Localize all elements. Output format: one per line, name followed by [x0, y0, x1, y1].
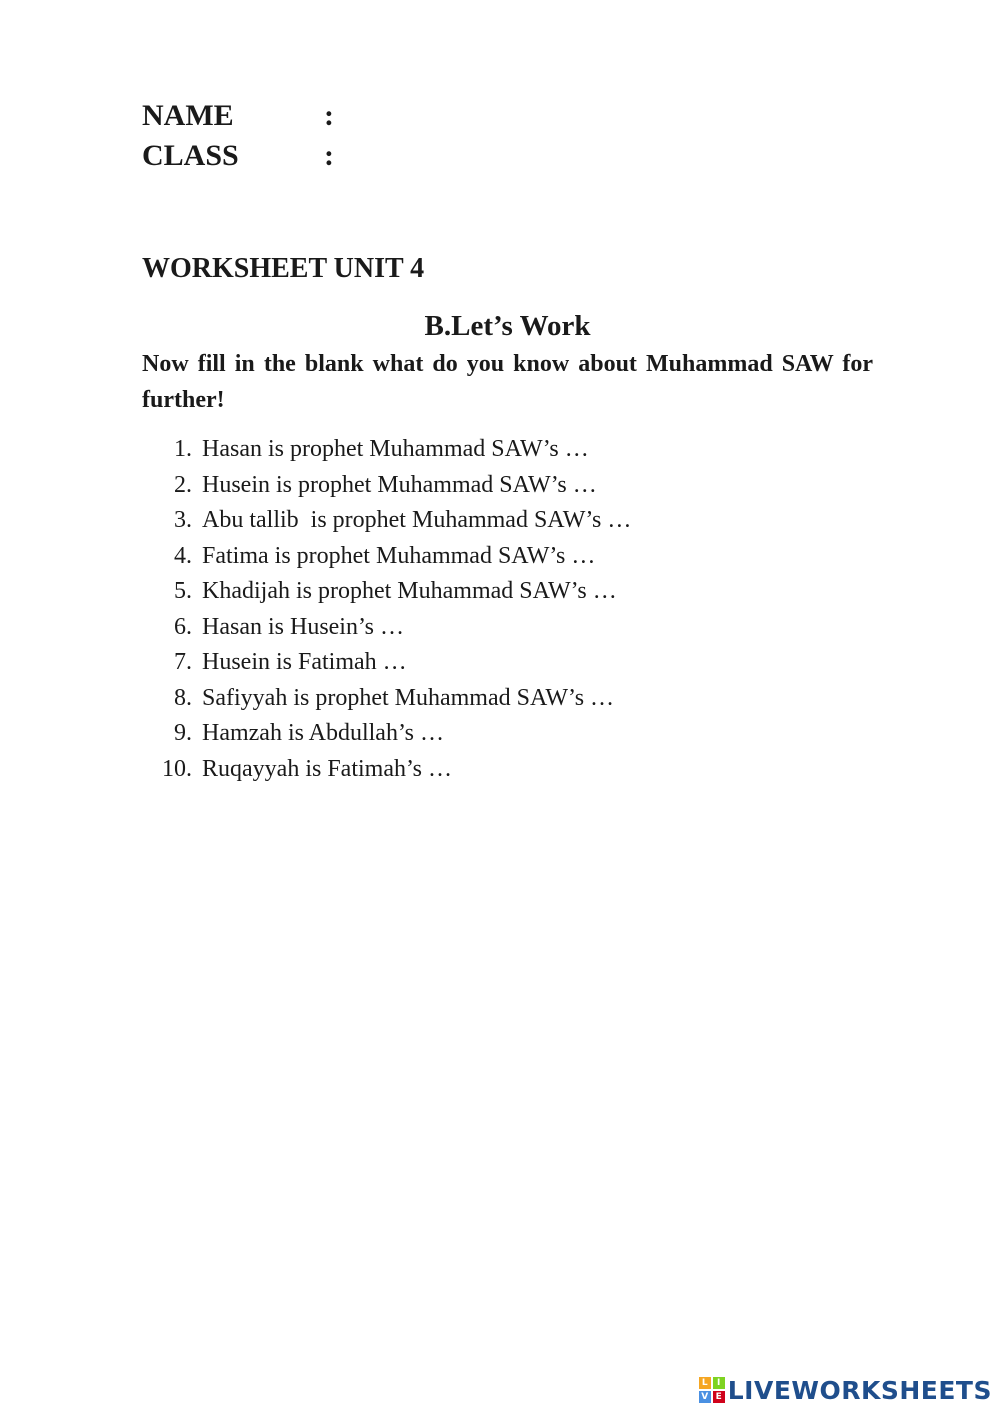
question-item: [142, 716, 631, 752]
question-text: Safiyyah is prophet Muhammad SAW’s …: [202, 684, 615, 711]
question-number: 10.: [162, 755, 192, 782]
question-item: [142, 681, 631, 717]
question-item: [142, 503, 631, 539]
question-number: 1.: [174, 436, 192, 462]
class-colon: :: [324, 139, 334, 172]
instruction-text: Now fill in the blank what do you know about Muhammad SAW for further!: [142, 351, 873, 413]
class-field-row: [142, 138, 334, 174]
question-item: [142, 752, 631, 788]
question-number: 7.: [174, 649, 192, 675]
logo-square: I: [713, 1377, 725, 1389]
question-text: Ruqayyah is Fatimah’s …: [202, 755, 452, 782]
question-text: Khadijah is prophet Muhammad SAW’s …: [202, 578, 617, 604]
question-number: 2.: [174, 471, 192, 498]
question-number: 8.: [174, 684, 192, 711]
question-text: Fatima is prophet Muhammad SAW’s …: [202, 542, 596, 569]
question-number: 4.: [174, 542, 192, 569]
logo-square: L: [699, 1377, 711, 1389]
class-label: CLASS: [142, 139, 239, 172]
question-text: Hasan is Husein’s …: [202, 613, 404, 640]
question-text: Husein is prophet Muhammad SAW’s …: [202, 471, 597, 498]
question-item: [142, 574, 631, 610]
logo-square: E: [713, 1391, 725, 1403]
question-text: Abu tallib is prophet Muhammad SAW’s …: [202, 507, 632, 533]
question-item: [142, 432, 631, 468]
question-item: [142, 539, 631, 575]
question-list: [142, 432, 631, 787]
name-label: NAME: [142, 99, 234, 132]
question-text: Hamzah is Abdullah’s …: [202, 720, 444, 746]
liveworksheets-wordmark: LIVEWORKSHEETS: [727, 1375, 992, 1405]
question-number: 6.: [174, 613, 192, 640]
question-number: 3.: [174, 507, 192, 533]
question-number: 9.: [174, 720, 192, 746]
question-item: [142, 468, 631, 504]
question-text: Hasan is prophet Muhammad SAW’s …: [202, 436, 589, 462]
name-colon: :: [324, 99, 334, 132]
worksheet-title: WORKSHEET UNIT 4: [142, 253, 425, 284]
question-item: [142, 645, 631, 681]
question-item: [142, 610, 631, 646]
question-number: 5.: [174, 578, 192, 604]
liveworksheets-brand: [699, 1373, 992, 1407]
logo-square: V: [699, 1391, 711, 1403]
name-field-row: [142, 98, 334, 134]
section-title: B.Let’s Work: [424, 310, 591, 342]
question-text: Husein is Fatimah …: [202, 649, 407, 675]
liveworksheets-logo-icon: [699, 1377, 725, 1403]
